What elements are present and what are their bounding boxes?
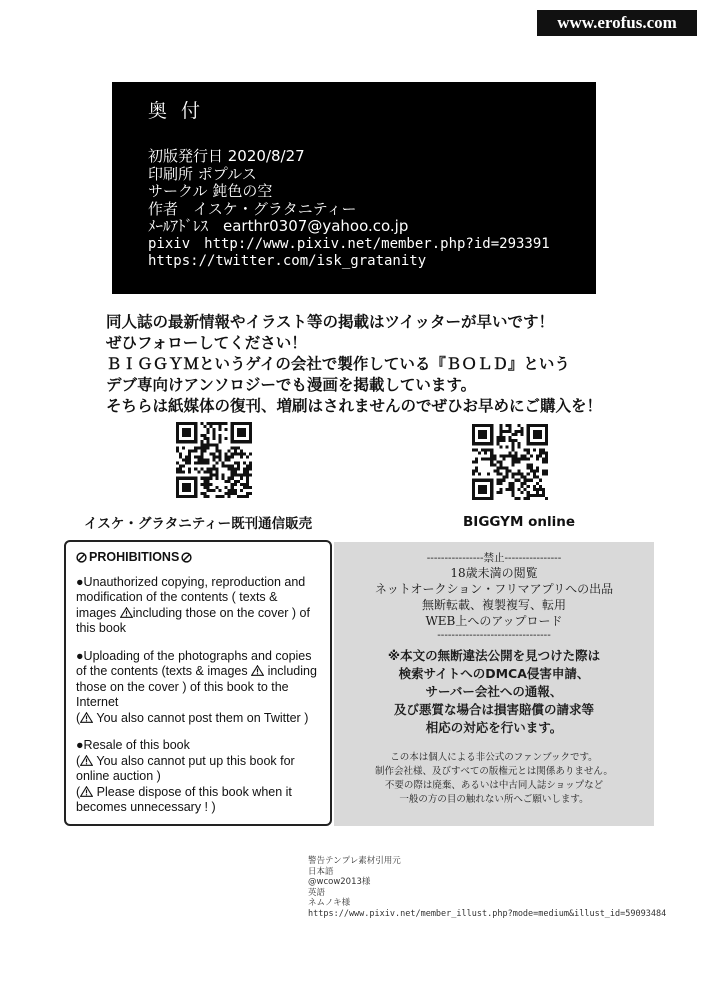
jp-notice-panel [334,542,654,826]
credit-line: 英語 [308,887,326,898]
prohibition-text: ●Unauthorized copying, reproduction and modification of the contents ( texts & images [76,574,306,620]
qr-label-right: BIGGYM online [463,514,575,530]
credit-line: ネムノキ様 [308,898,351,908]
warning-icon [80,786,93,797]
jp-warning-line: 及び悪質な場合は損害賠償の請求等 [393,702,594,717]
jp-fanbook-disclaimer [334,751,654,807]
colophon-line: ﾒｰﾙｱﾄﾞﾚｽ earthr0307@yahoo.co.jp [148,217,409,235]
credit-line: 警告テンプレ素材引用元 [308,856,401,866]
prohibition-text: including those on the cover ) of this book [76,605,310,635]
colophon-line: https://twitter.com/isk_gratanity [148,253,427,269]
warning-icon [120,607,133,618]
prohibition-item [76,649,320,711]
prohibition-item [76,738,320,754]
prohibition-text: Please dispose of this book when it becomes unnecessary ! ) [76,784,292,814]
jp-warning-line: ※本文の無断違法公開を見つけた際は [387,648,601,663]
jp-warning-line: 検索サイトへのDMCA侵害申請、 [398,666,590,681]
prohibition-text: ●Resale of this book [76,738,190,752]
colophon-line: 初版発行日 2020/8/27 [148,147,305,165]
jp-disclaimer-line: 制作会社様、及びすべての版権元とは関係ありません。 [375,766,613,777]
warning-icon [80,755,93,766]
prohibition-item [76,754,320,785]
template-credits [308,856,666,919]
colophon-lines [148,148,550,271]
qr-code-icon[interactable] [176,422,252,498]
qr-label-left: イスケ・グラタニティー既刊通信販売 [84,516,313,532]
jp-dmca-warning [334,647,654,737]
jp-disclaimer-line: この本は個人による非公式のファンブックです。 [390,752,598,763]
prohibition-text: ( [76,784,81,799]
site-watermark: www.erofus.com [537,10,697,36]
warning-icon [80,712,93,723]
jp-prohibited-item: 18歳未満の閲覧 [450,566,538,580]
notice-line: 同人誌の最新情報やイラスト等の掲載はツイッターが早いです！ [106,313,554,331]
prohibitions-box [64,540,332,826]
prohibition-text: including those on the cover ) of this book to the Internet [76,664,317,709]
jp-disclaimer-line: 一般の方の目の触れない所へご願いします。 [399,794,589,805]
prohibition-item [76,575,320,637]
notice-line: ＢＩＧＧＹＭというゲイの会社で製作している『ＢＯＬＤ』という [106,355,570,373]
colophon-line: pixiv http://www.pixiv.net/member.php?id=293391 [148,235,550,252]
prohibition-text: ( [76,753,81,768]
jp-prohibited-list [334,565,654,629]
qr-code-icon [472,424,548,500]
notice-line: ぜひフォローしてください！ [106,334,307,352]
credit-url[interactable]: https://www.pixiv.net/member_illust.php?mode=medium&illust_id=59093484 [308,908,667,919]
credit-line: @wcow2013様 [308,877,371,887]
jp-prohibited-item: WEB上へのアップロード [425,614,563,628]
prohibitions-heading [76,550,320,566]
colophon-line: 印刷所 ポプルス [148,164,257,183]
notice-text [60,312,680,417]
notice-line: デブ専向けアンソロジーでも漫画を掲載しています。 [106,376,477,394]
jp-notice-header: ----------------禁止---------------- [426,552,562,564]
prohibition-item [76,711,320,727]
no-entry-icon [76,552,87,563]
credit-line: 日本語 [308,866,334,877]
warning-icon [251,665,264,676]
no-entry-icon [181,552,192,563]
jp-disclaimer-line: 不要の際は廃棄、あるいは中古同人誌ショップなど [384,780,604,791]
jp-notice-separator: -------------------------------- [437,629,551,641]
notice-line: そちらは紙媒体の復刊、増刷はされませんのでぜひお早めにご購入を！ [106,397,603,415]
prohibition-text: You also cannot put up this book for online auction ) [76,753,295,783]
prohibition-text: ●Uploading of the photographs and copies of the contents (texts & images [76,648,312,678]
jp-prohibited-item: ネットオークション・フリマアプリへの出品 [374,582,614,596]
qr-code-icon[interactable] [472,424,548,500]
colophon-panel [112,82,596,294]
prohibitions-title: PROHIBITIONS [89,550,180,564]
jp-prohibited-item: 無断転載、複製複写、転用 [421,598,566,612]
prohibition-text: You also cannot post them on Twitter ) [93,710,309,725]
colophon-line: サークル 鈍色の空 [148,182,273,200]
jp-warning-line: 相応の対応を行います。 [425,720,563,735]
colophon-title: 奥付 [148,100,215,122]
prohibition-text: ( [76,710,81,725]
prohibition-item [76,785,320,816]
jp-warning-line: サーバー会社への通報、 [425,684,563,699]
colophon-line: 作者 イスケ・グラタニティー [148,199,357,218]
qr-code-icon [176,422,252,498]
